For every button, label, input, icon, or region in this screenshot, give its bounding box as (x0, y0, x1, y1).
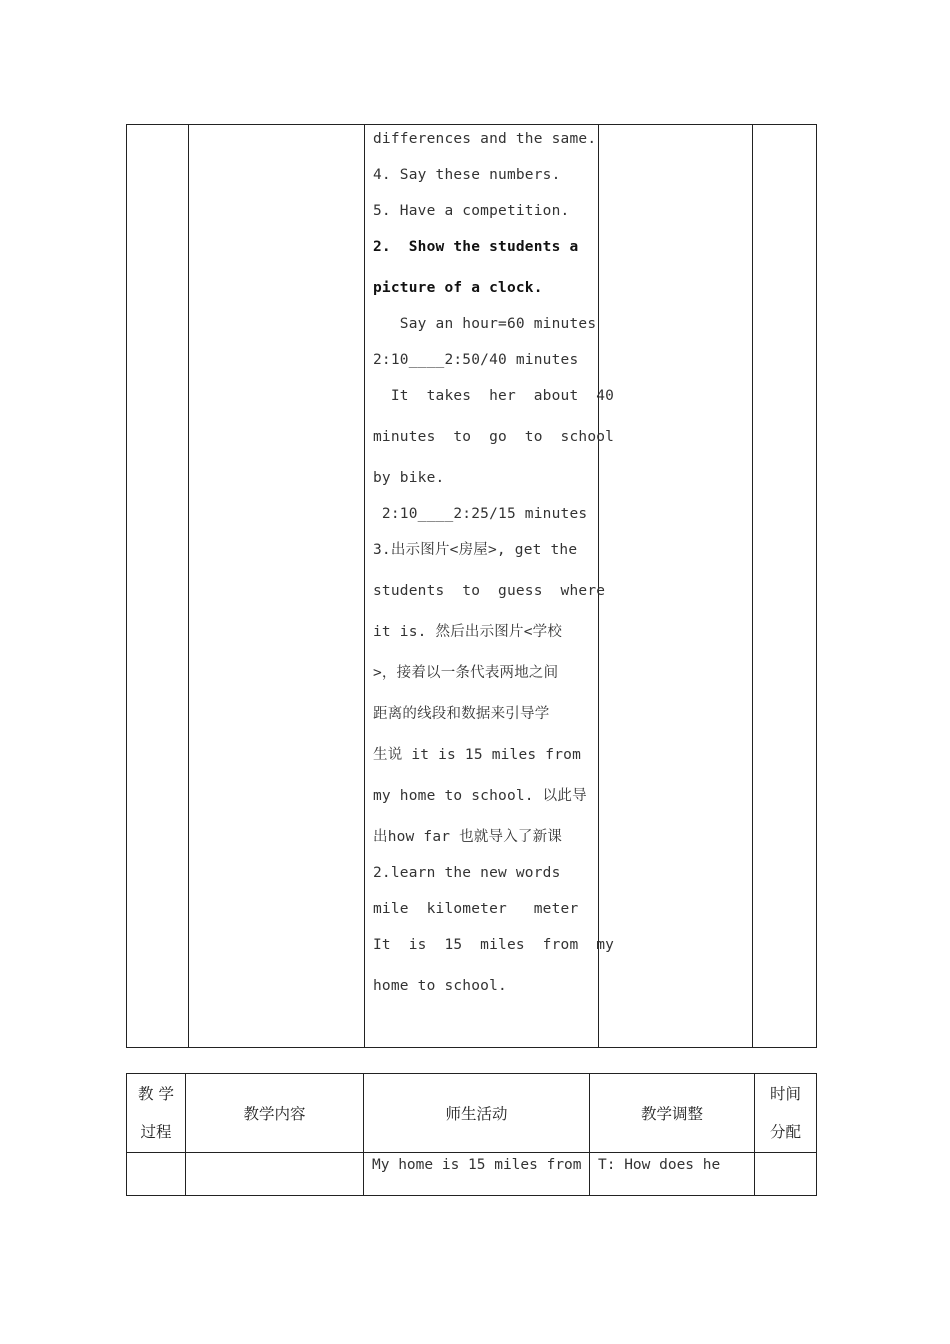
activity-cell (365, 125, 615, 1048)
row-adjust-text: T: How does he (598, 1157, 721, 1173)
header-time-line2: 分配 (769, 1123, 801, 1141)
activity-line: differences and the same. (373, 131, 597, 147)
adjust-cell (599, 125, 753, 1048)
activity-line: 2.learn the new words (373, 865, 561, 881)
header-activity: 师生活动 (364, 1074, 590, 1153)
row-process-cell (127, 1153, 186, 1196)
activity-line: mile kilometer meter (373, 901, 579, 917)
activity-lines (373, 125, 615, 1008)
activity-line: it is. 然后出示图片<学校 (373, 624, 563, 640)
activity-line: 2:10____2:50/40 minutes (373, 352, 579, 368)
activity-line: minutes to go to school (373, 429, 615, 445)
activity-line: 4. Say these numbers. (373, 167, 561, 183)
activity-line: home to school. (373, 978, 507, 994)
activity-line: >，接着以一条代表两地之间 (373, 665, 559, 681)
header-process-line1: 教 学 (138, 1085, 174, 1103)
row-adjust-cell (590, 1153, 755, 1196)
header-process-line2: 过程 (140, 1123, 172, 1141)
header-content: 教学内容 (186, 1074, 364, 1153)
header-process (127, 1074, 186, 1153)
activity-line: 2:10____2:25/15 minutes (373, 506, 588, 522)
content-cell (189, 125, 365, 1048)
row-content-cell (186, 1153, 364, 1196)
activity-line: 出how far 也就导入了新课 (373, 829, 563, 845)
activity-line: 生说 it is 15 miles from (373, 747, 581, 763)
activity-line: picture of a clock. (373, 280, 543, 296)
lesson-plan-table-continued (126, 124, 817, 1048)
header-time-line1: 时间 (769, 1085, 801, 1103)
header-adjust: 教学调整 (590, 1074, 755, 1153)
header-row (127, 1074, 817, 1153)
time-cell (753, 125, 817, 1048)
activity-line: It is 15 miles from my (373, 937, 615, 953)
activity-line: 2. Show the students a (373, 239, 579, 255)
activity-line: Say an hour=60 minutes (373, 316, 597, 332)
activity-line: 距离的线段和数据来引导学 (373, 706, 550, 722)
header-time (755, 1074, 817, 1153)
table-row (127, 1153, 817, 1196)
activity-line: It takes her about 40 (373, 388, 615, 404)
row-activity-text: My home is 15 miles from (372, 1157, 582, 1173)
row-activity-cell (364, 1153, 590, 1196)
activity-line: by bike. (373, 470, 445, 486)
row-time-cell (755, 1153, 817, 1196)
lesson-plan-table (126, 1073, 817, 1196)
activity-line: 5. Have a competition. (373, 203, 570, 219)
activity-line: my home to school. 以此导 (373, 788, 587, 804)
activity-line: students to guess where (373, 583, 606, 599)
activity-line: 3.出示图片<房屋>, get the (373, 542, 578, 558)
process-cell (127, 125, 189, 1048)
